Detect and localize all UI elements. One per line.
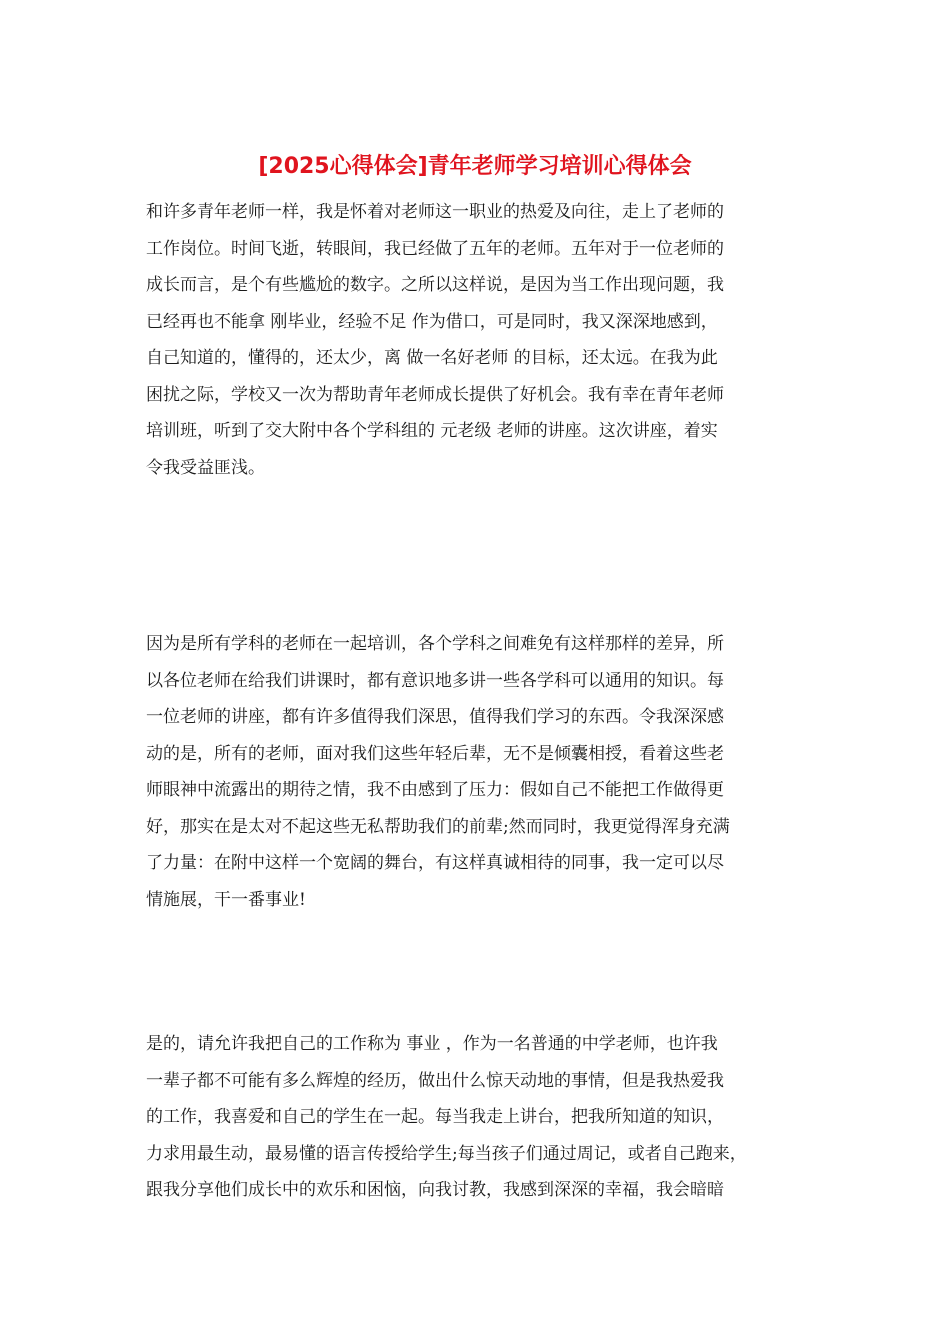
paragraph-1 bbox=[146, 194, 826, 486]
text-line: 和许多青年老师一样，我是怀着对老师这一职业的热爱及向往，走上了老师的 bbox=[146, 202, 724, 222]
text-line: 培训班，听到了交大附中各个学科组的 元老级 老师的讲座。这次讲座，着实 bbox=[146, 421, 718, 441]
text-line: 师眼神中流露出的期待之情，我不由感到了压力：假如自己不能把工作做得更 bbox=[146, 780, 724, 800]
text-line: 力求用最生动，最易懂的语言传授给学生;每当孩子们通过周记，或者自己跑来， bbox=[146, 1143, 747, 1164]
text-line: 一辈子都不可能有多么辉煌的经历，做出什么惊天动地的事情，但是我热爱我 bbox=[146, 1070, 724, 1091]
text-line: 情施展，干一番事业! bbox=[146, 889, 306, 910]
text-line: 是的，请允许我把自己的工作称为 事业 ，作为一名普通的中学老师，也许我 bbox=[146, 1034, 718, 1054]
text-line: 以各位老师在给我们讲课时，都有意识地多讲一些各学科可以通用的知识。每 bbox=[146, 670, 724, 691]
text-line: 跟我分享他们成长中的欢乐和困恼，向我讨教，我感到深深的幸福，我会暗暗 bbox=[146, 1180, 724, 1200]
text-line: 困扰之际，学校又一次为帮助青年老师成长提供了好机会。我有幸在青年老师 bbox=[146, 384, 724, 405]
text-line: 因为是所有学科的老师在一起培训，各个学科之间难免有这样那样的差异，所 bbox=[146, 634, 724, 654]
paragraph-3 bbox=[146, 1026, 826, 1209]
text-line: 动的是，所有的老师，面对我们这些年轻后辈，无不是倾囊相授，看着这些老 bbox=[146, 743, 724, 764]
text-line: 自己知道的，懂得的，还太少，离 做一名好老师 的目标，还太远。在我为此 bbox=[146, 348, 718, 368]
text-line: 成长而言，是个有些尴尬的数字。之所以这样说，是因为当工作出现问题，我 bbox=[146, 275, 724, 295]
text-line: 了力量：在附中这样一个宽阔的舞台，有这样真诚相待的同事，我一定可以尽 bbox=[146, 853, 724, 873]
text-line: 好，那实在是太对不起这些无私帮助我们的前辈;然而同时，我更觉得浑身充满 bbox=[146, 816, 730, 837]
text-line: 一位老师的讲座，都有许多值得我们深思，值得我们学习的东西。令我深深感 bbox=[146, 707, 724, 727]
text-line: 工作岗位。时间飞逝，转眼间，我已经做了五年的老师。五年对于一位老师的 bbox=[146, 238, 724, 259]
document-title: [2025心得体会]青年老师学习培训心得体会 bbox=[258, 154, 692, 179]
text-line: 已经再也不能拿 刚毕业，经验不足 作为借口，可是同时，我又深深地感到， bbox=[146, 311, 718, 332]
paragraph-2 bbox=[146, 626, 826, 918]
text-line: 令我受益匪浅。 bbox=[146, 457, 265, 478]
text-line: 的工作，我喜爱和自己的学生在一起。每当我走上讲台，把我所知道的知识， bbox=[146, 1107, 724, 1127]
